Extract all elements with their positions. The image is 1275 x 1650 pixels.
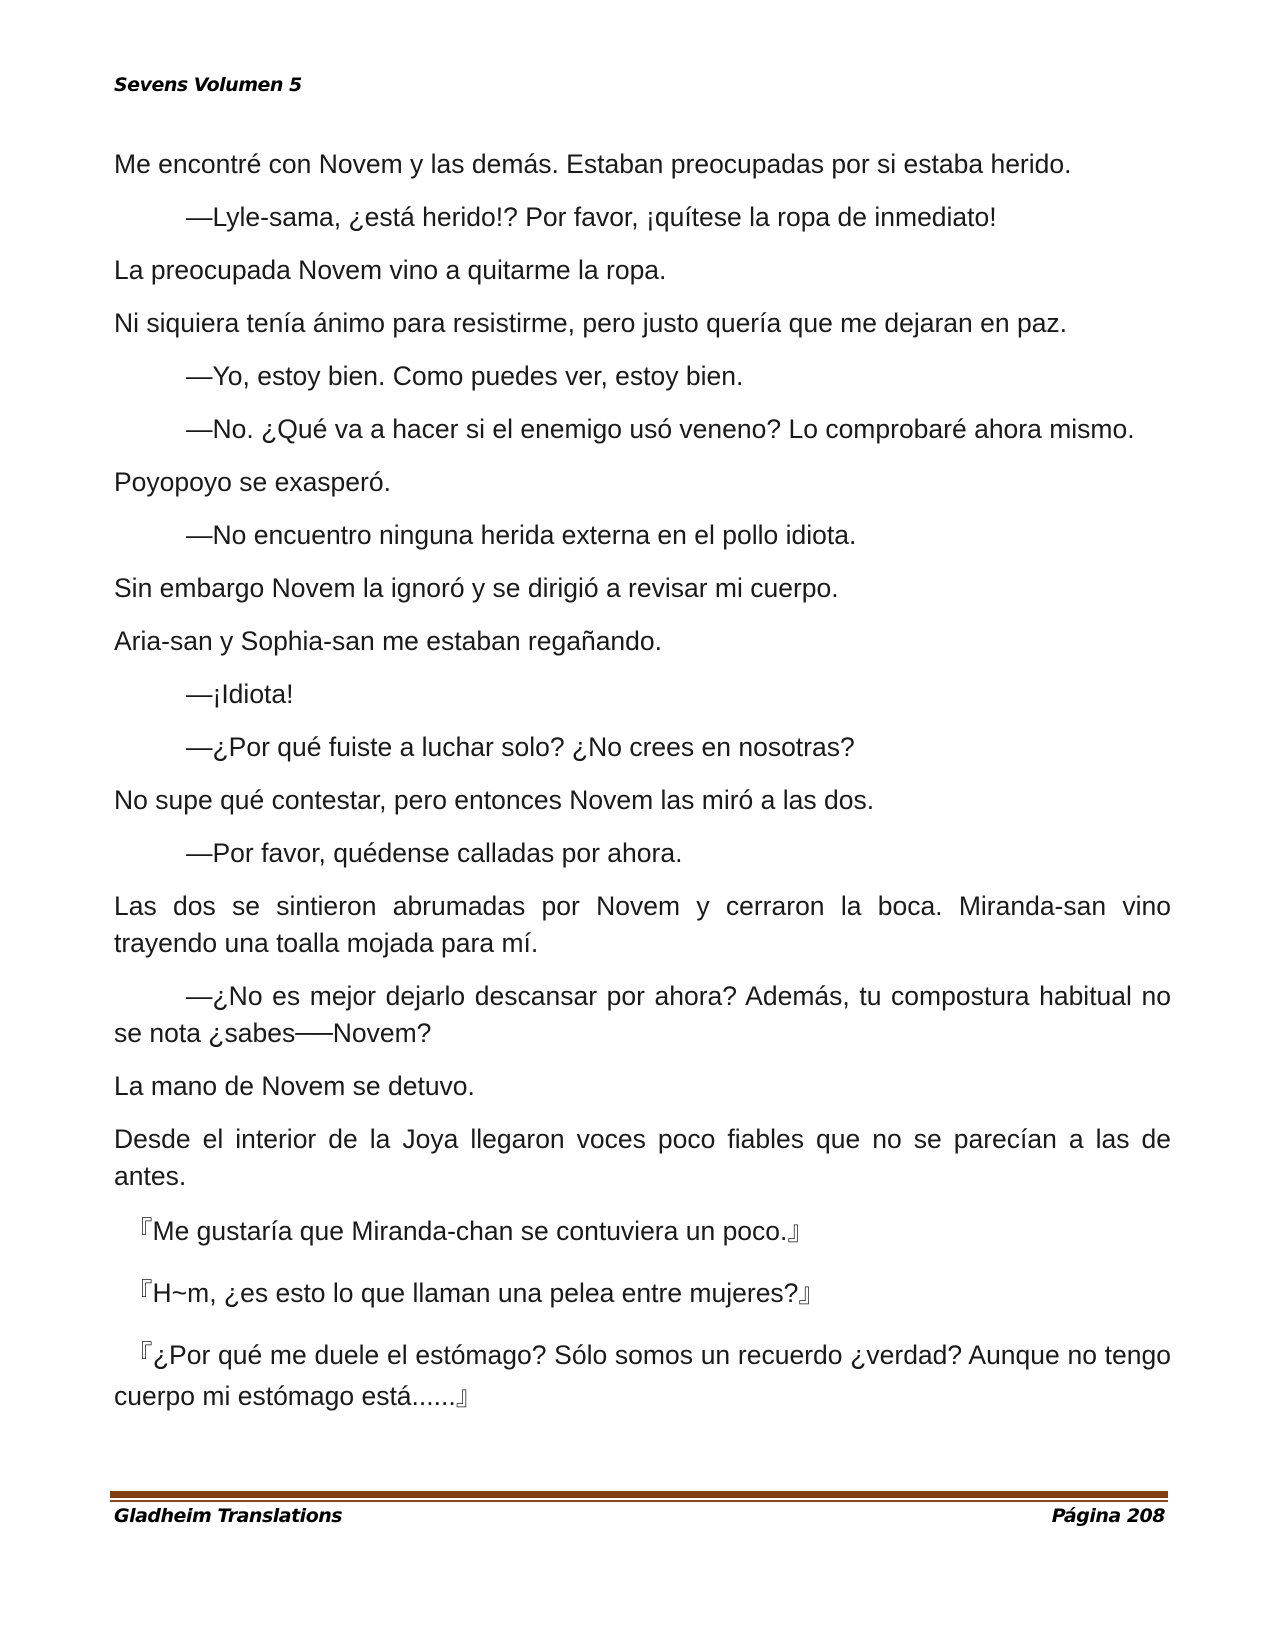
dialogue-paragraph: —¿Por qué fuiste a luchar solo? ¿No crees en nosotras? <box>186 732 855 762</box>
paragraph: La mano de Novem se detuvo. <box>114 1071 475 1101</box>
dialogue-paragraph: —¡Idiota! <box>186 679 294 709</box>
paragraph: No supe qué contestar, pero entonces Novem las miró a las dos. <box>114 785 875 815</box>
jewel-voice-paragraph: 『¿Por qué me duele el estómago? Sólo somos un recuerdo ¿verdad? Aunque no tengo cuerpo mi estómago está......』 <box>114 1340 1171 1411</box>
jewel-voice-paragraph: 『H~m, ¿es esto lo que llaman una pelea entre mujeres?』 <box>126 1278 825 1308</box>
paragraph: Ni siquiera tenía ánimo para resistirme, pero justo quería que me dejaran en paz. <box>114 308 1068 338</box>
paragraph: Las dos se sintieron abrumadas por Novem y cerraron la boca. Miranda-san vino trayendo una toalla mojada para mí. <box>114 891 1171 958</box>
dialogue-paragraph: —Yo, estoy bien. Como puedes ver, estoy bien. <box>186 361 744 391</box>
paragraph: Poyopoyo se exasperó. <box>114 467 391 497</box>
paragraph: Me encontré con Novem y las demás. Estaban preocupadas por si estaba herido. <box>114 149 1072 179</box>
paragraph: Desde el interior de la Joya llegaron voces poco fiables que no se parecían a las de antes. <box>114 1124 1171 1191</box>
paragraph: Sin embargo Novem la ignoró y se dirigió a revisar mi cuerpo. <box>114 573 839 603</box>
dialogue-paragraph: —No encuentro ninguna herida externa en el pollo idiota. <box>186 520 857 550</box>
page-body <box>114 146 1171 1438</box>
footer-page-number: Página 208 <box>1051 1505 1165 1527</box>
paragraph: Aria-san y Sophia-san me estaban regañando. <box>114 626 663 656</box>
footer-publisher: Gladheim Translations <box>114 1505 343 1527</box>
jewel-voice-paragraph: 『Me gustaría que Miranda-chan se contuviera un poco.』 <box>126 1216 814 1246</box>
footer-rule-thin <box>110 1500 1168 1502</box>
paragraph: La preocupada Novem vino a quitarme la ropa. <box>114 255 667 285</box>
running-header: Sevens Volumen 5 <box>114 74 302 96</box>
footer-rule-thick <box>110 1491 1168 1498</box>
dialogue-paragraph: —No. ¿Qué va a hacer si el enemigo usó veneno? Lo comprobaré ahora mismo. <box>186 414 1135 444</box>
dialogue-paragraph: —¿No es mejor dejarlo descansar por ahora? Además, tu compostura habitual no se nota ¿sabes──Novem? <box>114 981 1171 1048</box>
dialogue-paragraph: —Por favor, quédense calladas por ahora. <box>186 838 683 868</box>
dialogue-paragraph: —Lyle-sama, ¿está herido!? Por favor, ¡quítese la ropa de inmediato! <box>186 202 997 232</box>
